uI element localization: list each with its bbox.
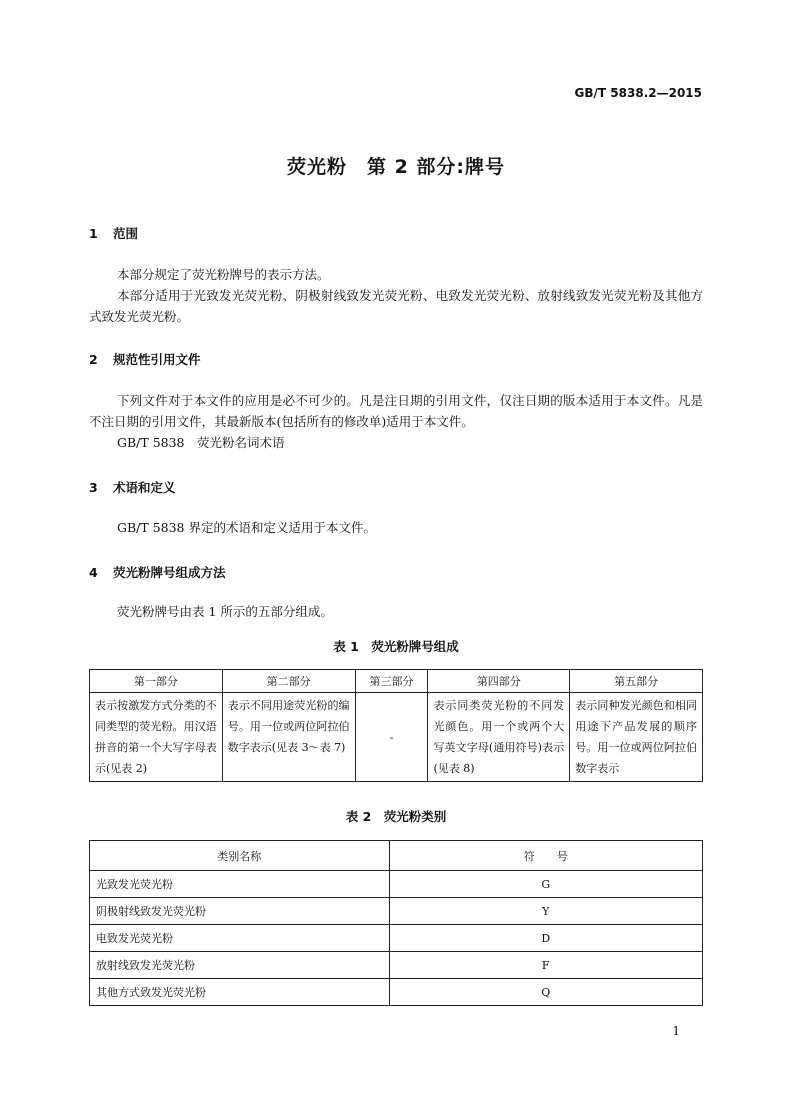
section-number: 1 xyxy=(89,226,98,241)
table-row xyxy=(90,898,703,925)
table-row xyxy=(90,871,703,898)
section-1-heading xyxy=(89,224,138,242)
table-cell: 表示不同用途荧光粉的编号。用一位或两位阿拉伯数字表示(见表 3～表 7) xyxy=(222,693,355,782)
standard-code: GB/T 5838.2—2015 xyxy=(574,86,702,100)
category-name-cell: 阴极射线致发光荧光粉 xyxy=(90,898,390,925)
category-name-cell: 其他方式致发光荧光粉 xyxy=(90,979,390,1006)
table-header-cell: 类别名称 xyxy=(90,841,390,871)
section-number: 2 xyxy=(89,352,98,367)
table-row xyxy=(90,693,703,782)
table-header-cell: 第一部分 xyxy=(90,670,223,693)
table-row xyxy=(90,925,703,952)
symbol-cell: D xyxy=(389,925,703,952)
category-name-cell: 放射线致发光荧光粉 xyxy=(90,952,390,979)
reference-item: GB/T 5838 荧光粉名词术语 xyxy=(117,435,285,450)
section-title: 术语和定义 xyxy=(113,480,176,495)
paragraph: GB/T 5838 界定的术语和定义适用于本文件。 xyxy=(117,520,376,535)
table-row xyxy=(90,952,703,979)
section-4-heading xyxy=(89,563,226,581)
table-header-row xyxy=(90,670,703,693)
table-cell: 表示按激发方式分类的不同类型的荧光粉。用汉语拼音的第一个大写字母表示(见表 2) xyxy=(90,693,223,782)
symbol-cell: G xyxy=(389,871,703,898)
category-name-cell: 光致发光荧光粉 xyxy=(90,871,390,898)
table-1 xyxy=(89,669,703,782)
table-header-cell: 第五部分 xyxy=(570,670,703,693)
symbol-cell: Q xyxy=(389,979,703,1006)
page-number: 1 xyxy=(672,1024,680,1038)
table-2 xyxy=(89,840,703,1006)
table-header-cell: 第四部分 xyxy=(428,670,570,693)
table-cell: - xyxy=(355,693,428,782)
table-cell: 表示同类荧光粉的不同发光颜色。用一个或两个大写英文字母(通用符号)表示(见表 8) xyxy=(428,693,570,782)
section-number: 3 xyxy=(89,480,98,495)
section-3-heading xyxy=(89,478,176,496)
section-number: 4 xyxy=(89,565,98,580)
table-header-cell: 第三部分 xyxy=(355,670,428,693)
category-name-cell: 电致发光荧光粉 xyxy=(90,925,390,952)
section-title: 规范性引用文件 xyxy=(113,352,201,367)
table-2-title: 表 2 荧光粉类别 xyxy=(345,809,447,824)
paragraph: 荧光粉牌号由表 1 所示的五部分组成。 xyxy=(117,604,333,619)
symbol-cell: F xyxy=(389,952,703,979)
section-2-heading xyxy=(89,350,201,368)
paragraph: 下列文件对于本文件的应用是必不可少的。凡是注日期的引用文件，仅注日期的版本适用于本文件。凡是不注日期的引用文件，其最新版本(包括所有的修改单)适用于本文件。 xyxy=(89,393,703,429)
table-header-cell: 符 号 xyxy=(389,841,703,871)
document-title: 荧光粉 第 2 部分:牌号 xyxy=(286,156,506,178)
table-header-row xyxy=(90,841,703,871)
section-title: 范围 xyxy=(113,226,139,241)
table-row xyxy=(90,979,703,1006)
table-header-cell: 第二部分 xyxy=(222,670,355,693)
symbol-cell: Y xyxy=(389,898,703,925)
section-title: 荧光粉牌号组成方法 xyxy=(113,565,226,580)
table-cell: 表示同种发光颜色和相同用途下产品发展的顺序号。用一位或两位阿拉伯数字表示 xyxy=(570,693,703,782)
table-1-title: 表 1 荧光粉牌号组成 xyxy=(333,639,459,654)
paragraph: 本部分规定了荧光粉牌号的表示方法。 xyxy=(117,267,330,282)
paragraph: 本部分适用于光致发光荧光粉、阴极射线致发光荧光粉、电致发光荧光粉、放射线致发光荧光粉及其他方式致发光荧光粉。 xyxy=(89,288,703,324)
